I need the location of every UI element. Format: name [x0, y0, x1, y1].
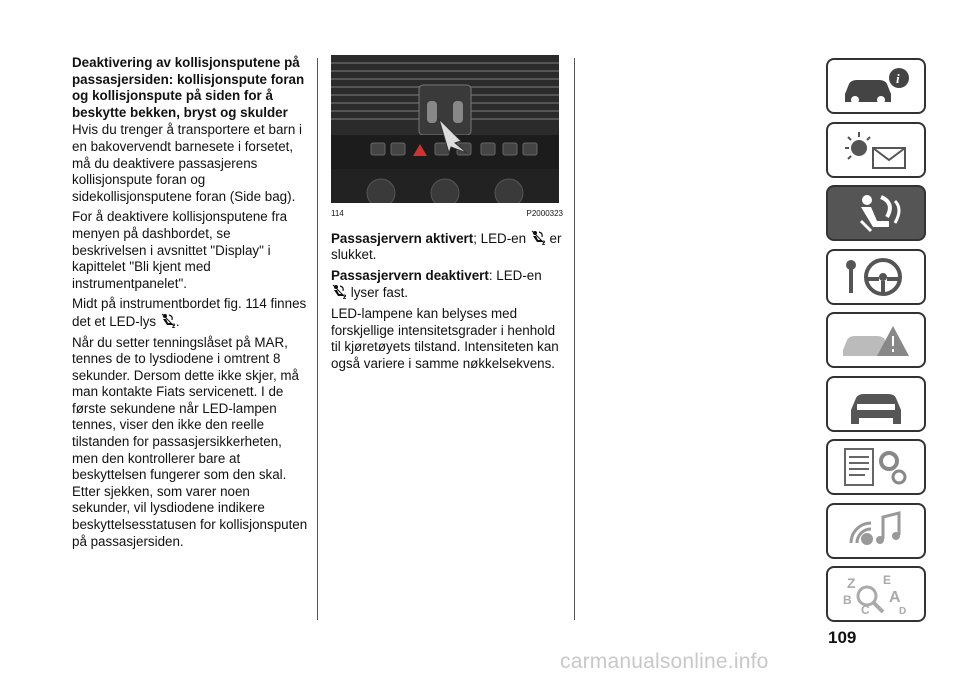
dashboard-figure: [331, 55, 559, 203]
intensity-paragraph: LED-lampene kan belyses med forskjellige intensitetsgrader i henhold til kjøretøyets tilstand. Intensiteten kan også variere i samme nøkkelsekvens.: [331, 305, 559, 371]
car-emergency-icon: [837, 318, 915, 362]
paragraph-1: Hvis du trenger å transportere et barn i en bakovervendt barnesete i forsetet, må du deaktivere passasjerens kollisjonspute foran og sidekollisjonsputene foran (Side bag).: [72, 122, 302, 204]
section-heading: Deaktivering av kollisjonsputene på passasjersiden: kollisjonspute foran og kollisjonspute på siden for å beskytte bekken, bryst og skulder: [72, 55, 305, 120]
left-column: [72, 55, 308, 554]
index-letter-z: Z: [847, 575, 856, 591]
tab-warning-lights[interactable]: [826, 122, 926, 178]
paragraph-3: Midt på instrumentbordet fig. 114 finnes det et LED-lys 2 .: [72, 296, 307, 329]
figure-code: P2000323: [526, 209, 563, 218]
index-letter-b: B: [843, 593, 852, 607]
technical-data-icon: [837, 445, 915, 489]
tab-multimedia[interactable]: [826, 503, 926, 559]
tab-car-service[interactable]: [826, 376, 926, 432]
paragraph-2: For å deaktivere kollisjonsputene fra menyen på dashbordet, se beskrivelsen i avsnittet "Display" i kapittelet "Bli kjent med instrumentpanelet".: [72, 209, 288, 291]
index-letter-e: E: [883, 573, 892, 587]
paragraph-4: Når du setter tenningslåset på MAR, tennes de to lysdiodene i omtrent 8 sekunder. Dersom dette ikke skjer, må man kontakte Fiats servicenett. I de første sekundene når LED-lampen tennes, viser den ikke den reelle tilstanden for passasjersikkerheten, men den kontrollerer bare at beskyttelsen fungerer som den skal. Etter sjekken, som varer noen sekunder, vil lysdiodene indikere beskyttelsesstatusen for kollisjonsputen på passasjersiden.: [72, 334, 308, 549]
airbag-safety-icon: [837, 191, 915, 235]
right-column: [331, 55, 563, 376]
car-info-icon: [837, 64, 915, 108]
tab-car-info[interactable]: [826, 58, 926, 114]
tab-technical-data[interactable]: [826, 439, 926, 495]
svg-text:2: 2: [541, 240, 546, 245]
figure-number: 114: [331, 209, 344, 218]
dashboard-photo: [331, 55, 559, 203]
steering-key-icon: [837, 255, 915, 299]
index-letter-d: D: [899, 606, 907, 616]
figure-caption: [331, 206, 563, 223]
passenger-airbag-off-icon: [530, 230, 546, 245]
tab-index[interactable]: [826, 566, 926, 622]
tab-steering-key[interactable]: [826, 249, 926, 305]
passenger-airbag-off-icon: [331, 284, 347, 299]
multimedia-icon: [837, 509, 915, 553]
warning-lights-icon: [837, 128, 915, 172]
index-letters-icon: [837, 572, 915, 616]
car-service-icon: [837, 382, 915, 426]
index-letter-c: C: [861, 603, 870, 616]
index-letter-a: A: [889, 589, 901, 606]
column-divider-1: [317, 58, 318, 620]
deactive-status-paragraph: Passasjervern deaktivert: LED-en 2 lyser fast.: [331, 267, 542, 301]
page-number: 109: [828, 628, 857, 647]
tab-car-emergency[interactable]: [826, 312, 926, 368]
svg-text:2: 2: [343, 295, 347, 300]
svg-text:2: 2: [171, 323, 176, 328]
watermark: carmanualsonline.info: [560, 650, 769, 673]
passenger-airbag-off-icon: [160, 313, 176, 328]
active-status-paragraph: Passasjervern aktivert; LED-en 2 er slukket.: [331, 230, 562, 263]
column-divider-2: [574, 58, 575, 620]
chapter-tabs: [826, 58, 930, 630]
svg-text:i: i: [896, 71, 900, 86]
tab-airbag-safety[interactable]: [826, 185, 926, 241]
